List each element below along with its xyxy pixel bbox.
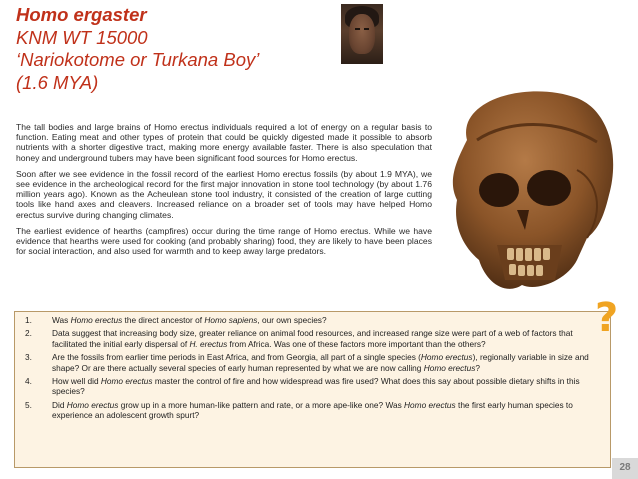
question-number: 3. (25, 352, 32, 363)
question-text: Data suggest that increasing body size, greater reliance on animal food resources, and increased range size were part of a web of factors that facilitated the initial early dispersal of H. erectus from Africa. Was one of these factors more important than the others? (52, 328, 573, 349)
body-text (16, 122, 432, 262)
paragraph-hearths: The earliest evidence of hearths (campfires) occur during the time range of Homo erectus. While we have evidence that hearths were used for cooking (and probably sharing) food, they are likely to have been places for social interaction, and also used for warmth and to keep away large predators. (16, 225, 432, 257)
question-number: 2. (25, 328, 32, 339)
skull-photo (437, 80, 620, 307)
question-text: Are the fossils from earlier time periods in East Africa, and from Georgia, all part of a single species (Homo erectus), regionally variable in size and shape? Or are there actually several species of early human represented by what we are now calling Homo erectus? (52, 352, 589, 373)
question-number: 5. (25, 399, 32, 410)
specimen-id: KNM WT 15000 (16, 26, 148, 48)
question-number: 1. (25, 315, 32, 325)
question-text: Was Homo erectus the direct ancestor of Homo sapiens, our own species? (52, 315, 327, 325)
species-name: Homo ergaster (16, 4, 147, 25)
question-item (25, 315, 606, 325)
question-item (25, 376, 606, 397)
question-item (25, 400, 606, 421)
question-text: Did Homo erectus grow up in a more human-like pattern and rate, or a more ape-like one? Was Homo erectus the first early human species to experience an adolescent growth spurt? (52, 399, 573, 421)
paragraph-tools: Soon after we see evidence in the fossil record of the earliest Homo erectus fossils (by about 1.9 MYA), we see evidence in the archeological record for the first major innovation in stone tool technology (by about 1.76 million years ago). Known as the Acheulean stone tool industry, it consisted of the creation of large cutting tools like hand axes and cleavers. Increased reliance on a broader set of tools may have helped Homo erectus survive during changing climates. (16, 168, 432, 220)
specimen-nickname: ‘Nariokotome or Turkana Boy’ (16, 49, 260, 70)
question-text: How well did Homo erectus master the control of fire and how widespread was fire used? What does this say about possible dietary shifts in this species? (52, 376, 580, 397)
title-block (16, 4, 346, 94)
specimen-age: (1.6 MYA) (16, 71, 99, 93)
reconstruction-portrait (341, 4, 383, 64)
question-item (25, 352, 606, 373)
page-number: 28 (612, 458, 638, 479)
questions-box (14, 311, 611, 468)
question-mark-icon: ? (595, 295, 619, 341)
question-item (25, 328, 606, 349)
question-number: 4. (25, 376, 32, 387)
paragraph-diet: The tall bodies and large brains of Homo erectus individuals required a lot of energy on a regular basis to function. Eating meat and other types of protein that could be quickly digested made it possible to absorb nutrients with a shorter digestive tract, making more energy available faster. There is also speculation that honey and underground tubers may have been significant food sources for Homo erectus. (16, 122, 432, 163)
